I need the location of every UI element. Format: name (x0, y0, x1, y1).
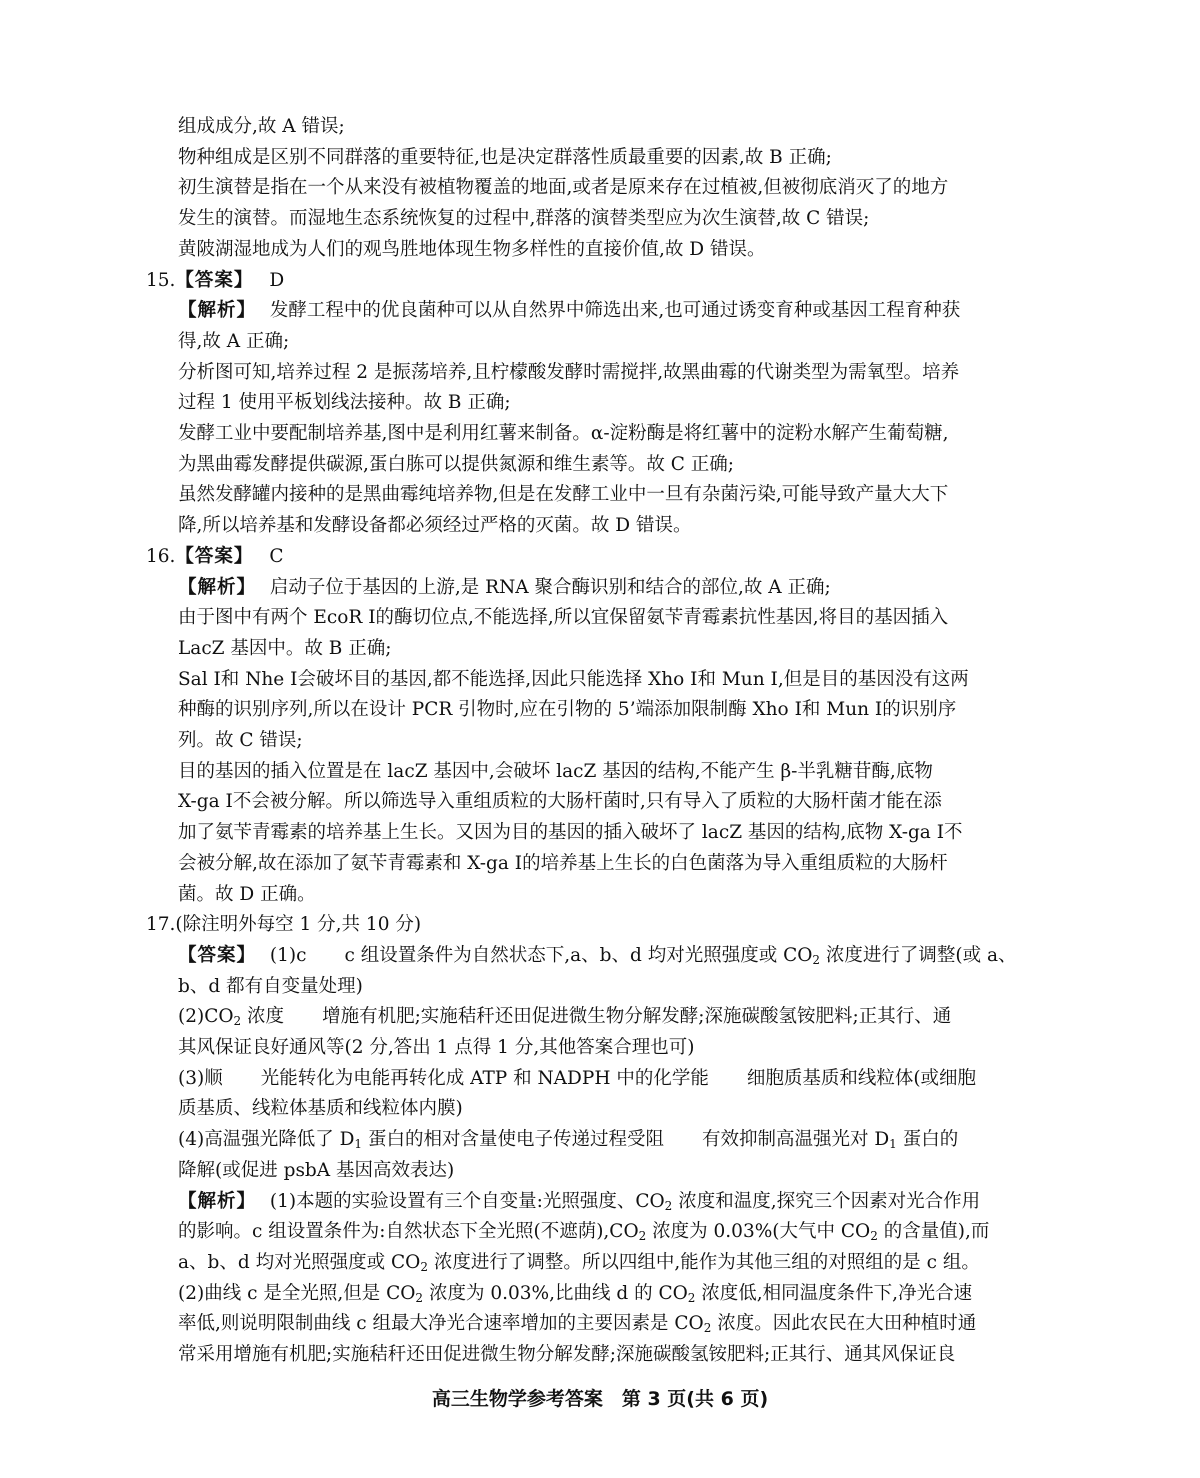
text-line: 虽然发酵罐内接种的是黑曲霉纯培养物,但是在发酵工业中一旦有杂菌污染,可能导致产量大大下 (178, 484, 949, 505)
text-line: 加了氨苄青霉素的培养基上生长。又因为目的基因的插入破坏了 lacZ 基因的结构,底物 X-ga Ⅰ不 (178, 822, 963, 843)
text-line: 物种组成是区别不同群落的重要特征,也是决定群落性质最重要的因素,故 B 正确; (178, 147, 832, 168)
page-footer: 高三生物学参考答案 第 3 页(共 6 页) (431, 1388, 769, 1410)
text-line: X-ga Ⅰ不会被分解。所以筛选导入重组质粒的大肠杆菌时,只有导入了质粒的大肠杆菌才能在添 (178, 791, 942, 812)
text-line: 常采用增施有机肥;实施秸秆还田促进微生物分解发酵;深施碳酸氢铵肥料;正其行、通其风保证良 (178, 1344, 956, 1365)
text-line: 种酶的识别序列,所以在设计 PCR 引物时,应在引物的 5’端添加限制酶 Xho Ⅰ和 Mun Ⅰ的识别序 (178, 699, 957, 720)
analysis-label: 【解析】 (178, 577, 257, 598)
text-line: 得,故 A 正确; (178, 331, 290, 352)
text-line: 发酵工业中要配制培养基,图中是利用红薯来制备。α-淀粉酶是将红薯中的淀粉水解产生葡萄糖, (178, 423, 949, 444)
answer-label: 【答案】 (175, 546, 254, 567)
answer-value: C (269, 546, 284, 567)
text-line: b、d 都有自变量处理) (178, 976, 363, 997)
question-17-header (146, 910, 421, 940)
text-line: 率低,则说明限制曲线 c 组最大净光合速率增加的主要因素是 $CO_2$ 浓度。因此农民在大田种植时通 (178, 1313, 977, 1335)
text-line: 会被分解,故在添加了氨苄青霉素和 X-ga Ⅰ的培养基上生长的白色菌落为导入重组质粒的大肠杆 (178, 853, 948, 874)
analysis-line: 【解析】 发酵工程中的优良菌种可以从自然界中筛选出来,也可通过诱变育种或基因工程育种获 (178, 300, 961, 321)
answer-value: D (269, 270, 285, 291)
text-line: 发生的演替。而湿地生态系统恢复的过程中,群落的演替类型应为次生演替,故 C 错误; (178, 208, 870, 229)
question-number: 15. (146, 270, 176, 291)
answer-label: 【答案】 (178, 945, 257, 966)
text-line: 黄陂湖湿地成为人们的观鸟胜地体现生物多样性的直接价值,故 D 错误。 (178, 239, 766, 260)
text-line: 质基质、线粒体基质和线粒体内膜) (178, 1098, 463, 1119)
score-note: (除注明外每空 1 分,共 10 分) (175, 914, 422, 935)
answer-line: (3)顺 光能转化为电能再转化成 ATP 和 NADPH 中的化学能 细胞质基质和线粒体(或细胞 (178, 1068, 977, 1089)
text-line: 的影响。c 组设置条件为:自然状态下全光照(不遮荫)$,CO_2$ 浓度为 0.03%(大气中 $CO_2$ 的含量值),而 (178, 1221, 990, 1243)
text-line: a、b、d 均对光照强度或 $CO_2$ 浓度进行了调整。所以四组中,能作为其他三组的对照组的是 c 组。 (178, 1252, 980, 1274)
text-line: 列。故 C 错误; (178, 730, 303, 751)
text-line: 目的基因的插入位置是在 lacZ 基因中,会破坏 lacZ 基因的结构,不能产生 β-半乳糖苷酶,底物 (178, 761, 933, 782)
question-number: 17. (146, 914, 176, 935)
analysis-line: 【解析】 启动子位于基因的上游,是 RNA 聚合酶识别和结合的部位,故 A 正确; (178, 577, 831, 598)
text-line: Sal Ⅰ和 Nhe Ⅰ会破坏目的基因,都不能选择,因此只能选择 Xho Ⅰ和 Mun Ⅰ,但是目的基因没有这两 (178, 669, 969, 690)
text-line: LacZ 基因中。故 B 正确; (178, 638, 392, 659)
text-line: 由于图中有两个 EcoR Ⅰ的酶切位点,不能选择,所以宜保留氨苄青霉素抗性基因,将目的基因插入 (178, 607, 949, 628)
text-line: 组成成分,故 A 错误; (178, 116, 345, 137)
question-number: 16. (146, 546, 176, 567)
text-line: 菌。故 D 正确。 (178, 884, 316, 905)
analysis-label: 【解析】 (178, 1191, 257, 1212)
text-line: 为黑曲霉发酵提供碳源,蛋白胨可以提供氮源和维生素等。故 C 正确; (178, 454, 735, 475)
analysis-label: 【解析】 (178, 300, 257, 321)
analysis-line: 【解析】 (1)本题的实验设置有三个自变量:光照强度、$CO_2$ 浓度和温度,探究三个因素对光合作用 (178, 1191, 981, 1213)
text-line: (2)曲线 c 是全光照,但是 $CO_2$ 浓度为 0.03%,比曲线 d 的 $CO_2$ 浓度低,相同温度条件下,净光合速 (178, 1283, 973, 1305)
text-line: 初生演替是指在一个从来没有被植物覆盖的地面,或者是原来存在过植被,但被彻底消灭了的地方 (178, 177, 949, 198)
text-line: 过程 1 使用平板划线法接种。故 B 正确; (178, 392, 511, 413)
text-line: 降,所以培养基和发酵设备都必须经过严格的灭菌。故 D 错误。 (178, 515, 692, 536)
question-15-header (146, 266, 284, 296)
text-line: 分析图可知,培养过程 2 是振荡培养,且柠檬酸发酵时需搅拌,故黑曲霉的代谢类型为需氧型。培养 (178, 362, 960, 383)
question-16-header (146, 542, 283, 572)
answer-line: 【答案】 (1)c c 组设置条件为自然状态下,a、b、d 均对光照强度或 $CO_2$ 浓度进行了调整(或 a、 (178, 945, 1017, 967)
answer-label: 【答案】 (175, 270, 254, 291)
answer-line: $(2)CO_2$ 浓度 增施有机肥;实施秸秆还田促进微生物分解发酵;深施碳酸氢铵肥料;正其行、通 (178, 1006, 952, 1028)
text-line: 降解(或促进 psbA 基因高效表达) (178, 1160, 455, 1181)
answer-line: (4)高温强光降低了 $D_1$ 蛋白的相对含量使电子传递过程受阻 有效抑制高温强光对 $D_1$ 蛋白的 (178, 1129, 959, 1151)
text-line: 其风保证良好通风等(2 分,答出 1 点得 1 分,其他答案合理也可) (178, 1037, 695, 1058)
